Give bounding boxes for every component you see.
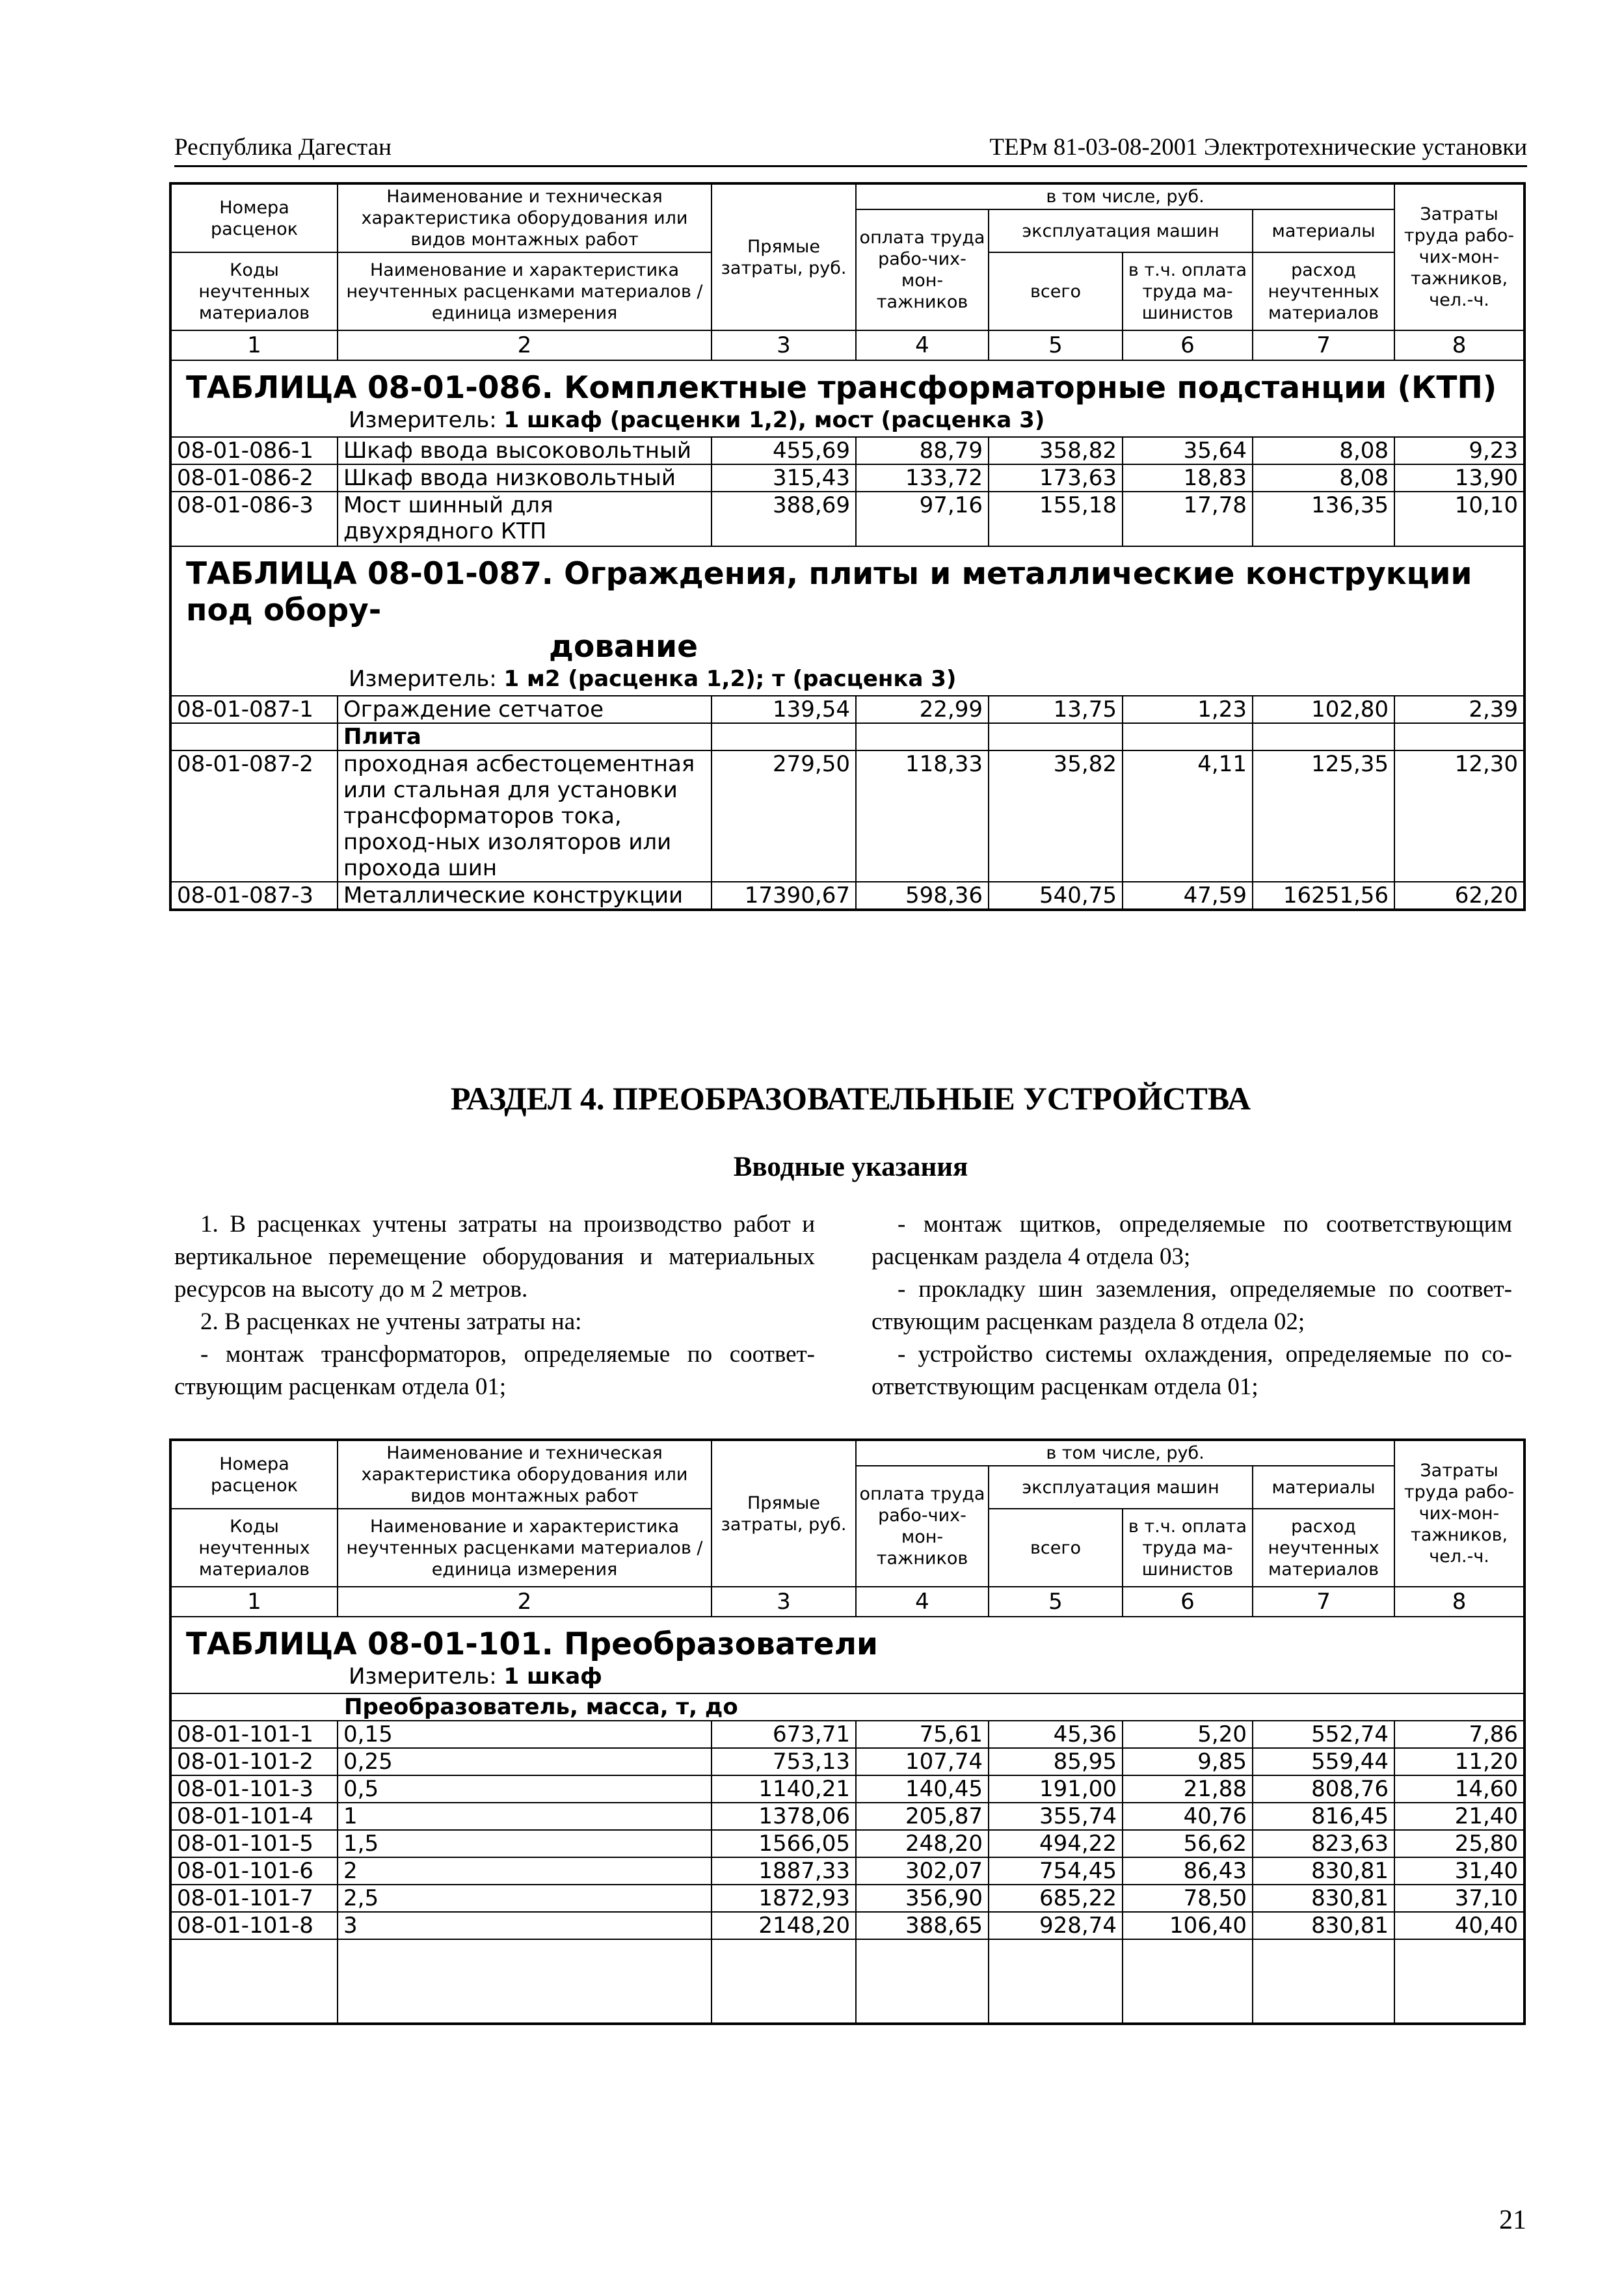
col-number: 3 xyxy=(712,1587,856,1617)
header-region: Республика Дагестан xyxy=(174,134,392,161)
col-header-direct-costs: Прямые затраты, руб. xyxy=(712,183,856,330)
col-number: 8 xyxy=(1394,1587,1524,1617)
col-header-name: Наименование и техническая характеристика оборудования или видов монтажных работ xyxy=(338,183,712,252)
table-subheading-row xyxy=(170,1693,1524,1721)
table-row: 08-01-086-1 Шкаф ввода высоковольтный 455,69 88,79 358,82 35,64 8,08 9,23 xyxy=(170,437,1524,464)
col-header-wage: оплата труда рабо-чих-мон-тажников xyxy=(856,1466,989,1587)
col-header-direct-costs: Прямые затраты, руб. xyxy=(712,1440,856,1587)
table-row: 08-01-101-1 0,15 673,71 75,61 45,36 5,20 552,74 7,86 xyxy=(170,1721,1524,1748)
col-header-wage: оплата труда рабо-чих-мон-тажников xyxy=(856,209,989,330)
table-row: 08-01-101-6 2 1887,33 302,07 754,45 86,43 830,81 31,40 xyxy=(170,1857,1524,1885)
table-row: 08-01-101-5 1,5 1566,05 248,20 494,22 56,62 823,63 25,80 xyxy=(170,1830,1524,1857)
col-header-rate-numbers: Номера расценок xyxy=(170,183,338,252)
paragraph: - монтаж трансформаторов, определяемые по соответ-ствующим расценкам отдела 01; xyxy=(174,1341,815,1400)
col-number: 6 xyxy=(1123,1587,1253,1617)
col-header-machines: эксплуатация машин xyxy=(989,1466,1253,1509)
header-document-code: ТЕРм 81-03-08-2001 Электротехнические установки xyxy=(989,134,1527,161)
col-number: 6 xyxy=(1123,330,1253,360)
rates-table-top xyxy=(169,182,1526,911)
col-number: 7 xyxy=(1253,1587,1394,1617)
table-row: 08-01-101-4 1 1378,06 205,87 355,74 40,76 816,45 21,40 xyxy=(170,1803,1524,1830)
table-086-measure: Измеритель: 1 шкаф (расценки 1,2), мост (расценка 3) xyxy=(349,407,1045,433)
col-header-material-consumption: расход неучтенных материалов xyxy=(1253,1509,1394,1587)
col-header-including: в том числе, руб. xyxy=(856,183,1394,209)
col-header-labor: Затраты труда рабо-чих-мон-тажников, чел.-ч. xyxy=(1394,183,1524,330)
col-number: 4 xyxy=(856,330,989,360)
paragraph: 1. В расценках учтены затраты на производство работ и вертикальное перемещение оборудования и материальных ресурсов на высоту до м 2 метров. xyxy=(174,1211,815,1303)
table-empty-row xyxy=(170,1939,1524,2024)
table-101-measure: Измеритель: 1 шкаф xyxy=(349,1664,602,1690)
table-row: 08-01-087-1 Ограждение сетчатое 139,54 22,99 13,75 1,23 102,80 2,39 xyxy=(170,696,1524,723)
table-101-title: ТАБЛИЦА 08-01-101. Преобразователи xyxy=(186,1626,878,1662)
table-087-subheading: Плита xyxy=(338,723,712,750)
paragraph: 2. В расценках не учтены затраты на: xyxy=(200,1308,582,1335)
col-number: 4 xyxy=(856,1587,989,1617)
table-086-title: ТАБЛИЦА 08-01-086. Комплектные трансформаторные подстанции (КТП) xyxy=(186,370,1497,406)
col-header-machines: эксплуатация машин xyxy=(989,209,1253,252)
table-row: 08-01-101-2 0,25 753,13 107,74 85,95 9,85 559,44 11,20 xyxy=(170,1748,1524,1775)
col-number: 5 xyxy=(989,330,1123,360)
col-header-unaccounted: Наименование и характеристика неучтенных расценками материалов / единица измерения xyxy=(338,1509,712,1587)
col-number: 5 xyxy=(989,1587,1123,1617)
col-number: 2 xyxy=(338,1587,712,1617)
table-row: 08-01-087-3 Металлические конструкции 17390,67 598,36 540,75 47,59 16251,56 62,20 xyxy=(170,882,1524,910)
table-row: 08-01-086-3 Мост шинный для двухрядного КТП 388,69 97,16 155,18 17,78 136,35 10,10 xyxy=(170,492,1524,546)
col-number: 8 xyxy=(1394,330,1524,360)
col-header-name: Наименование и техническая характеристика оборудования или видов монтажных работ xyxy=(338,1440,712,1509)
paragraph: - устройство системы охлаждения, определяемые по со-ответствующим расценкам отдела 01; xyxy=(872,1341,1512,1400)
col-header-rate-numbers: Номера расценок xyxy=(170,1440,338,1509)
col-header-materials: материалы xyxy=(1253,1466,1394,1509)
table-subheading-row xyxy=(170,723,1524,750)
intro-text-right xyxy=(872,1208,1512,1403)
col-header-unaccounted: Наименование и характеристика неучтенных расценками материалов / единица измерения xyxy=(338,252,712,330)
intro-title: Вводные указания xyxy=(733,1152,968,1182)
table-row: 08-01-101-8 3 2148,20 388,65 928,74 106,40 830,81 40,40 xyxy=(170,1912,1524,1939)
table-101-subheading: Преобразователь, масса, т, до xyxy=(170,1693,1524,1721)
col-header-machines-total: всего xyxy=(989,1509,1123,1587)
col-header-machinist-wage: в т.ч. оплата труда ма-шинистов xyxy=(1123,1509,1253,1587)
paragraph: - монтаж щитков, определяемые по соответствующим расценкам раздела 4 отдела 03; xyxy=(872,1211,1512,1270)
col-header-codes: Коды неучтенных материалов xyxy=(170,252,338,330)
paragraph: - прокладку шин заземления, определяемые по соответ-ствующим расценкам раздела 8 отдела 02; xyxy=(872,1276,1512,1335)
col-header-machines-total: всего xyxy=(989,252,1123,330)
page-number: 21 xyxy=(1499,2205,1526,2235)
col-header-machinist-wage: в т.ч. оплата труда ма-шинистов xyxy=(1123,252,1253,330)
intro-text-left xyxy=(174,1208,815,1403)
table-087-heading xyxy=(170,546,1524,696)
col-header-codes: Коды неучтенных материалов xyxy=(170,1509,338,1587)
table-row: 08-01-101-3 0,5 1140,21 140,45 191,00 21,88 808,76 14,60 xyxy=(170,1775,1524,1803)
table-row: 08-01-101-7 2,5 1872,93 356,90 685,22 78,50 830,81 37,10 xyxy=(170,1885,1524,1912)
col-header-materials: материалы xyxy=(1253,209,1394,252)
col-header-material-consumption: расход неучтенных материалов xyxy=(1253,252,1394,330)
section-title: РАЗДЕЛ 4. ПРЕОБРАЗОВАТЕЛЬНЫЕ УСТРОЙСТВА xyxy=(450,1080,1251,1117)
table-101-heading xyxy=(170,1617,1524,1693)
col-header-labor: Затраты труда рабо-чих-мон-тажников, чел.-ч. xyxy=(1394,1440,1524,1587)
col-number: 7 xyxy=(1253,330,1394,360)
table-row: 08-01-087-2 проходная асбестоцементная или стальная для установки трансформаторов тока, проход-ных изоляторов или прохода шин 279,50 118,33 35,82 4,11 125,35 12,30 xyxy=(170,750,1524,882)
table-row: 08-01-086-2 Шкаф ввода низковольтный 315,43 133,72 173,63 18,83 8,08 13,90 xyxy=(170,464,1524,492)
col-header-including: в том числе, руб. xyxy=(856,1440,1394,1466)
col-number: 3 xyxy=(712,330,856,360)
table-086-heading xyxy=(170,360,1524,437)
page-header xyxy=(174,127,1527,167)
col-number: 2 xyxy=(338,330,712,360)
col-number: 1 xyxy=(170,330,338,360)
table-087-measure: Измеритель: 1 м2 (расценка 1,2); т (расценка 3) xyxy=(349,666,957,692)
col-number: 1 xyxy=(170,1587,338,1617)
table-087-title: ТАБЛИЦА 08-01-087. Ограждения, плиты и металлические конструкции под обору- дование xyxy=(186,556,1472,665)
rates-table-bottom xyxy=(169,1438,1526,2025)
